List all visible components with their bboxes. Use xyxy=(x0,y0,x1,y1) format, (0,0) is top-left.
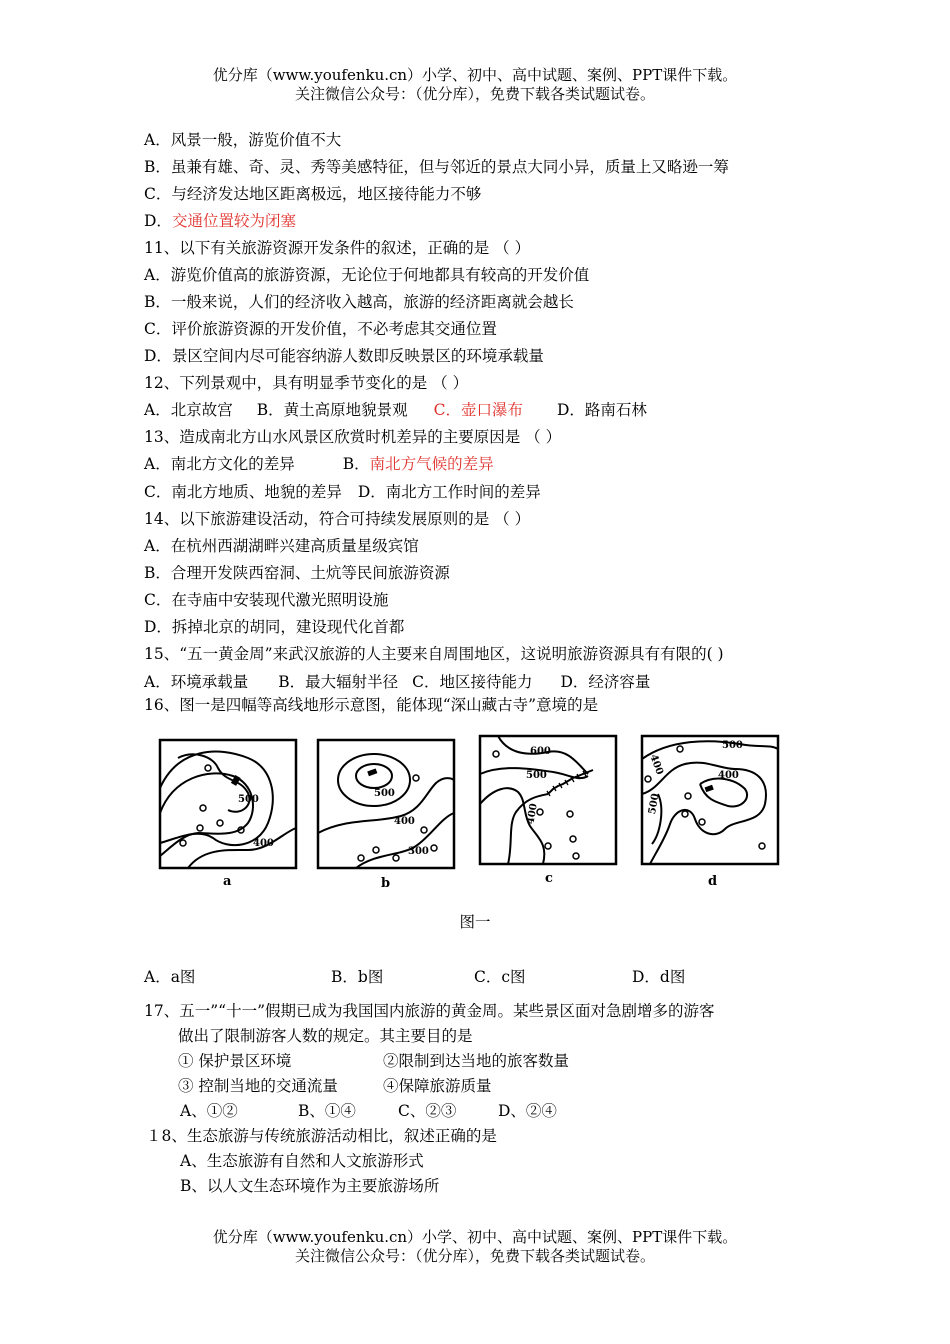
q10-answer-highlight: 交通位置较为闭塞 xyxy=(171,212,296,230)
q14-option-a: A．在杭州西湖湖畔兴建高质量星级宾馆 xyxy=(144,537,419,555)
q10-option-c: C．与经济发达地区距离极远，地区接待能力不够 xyxy=(144,185,482,203)
header-line-1: 优分库（www.youfenku.cn）小学、初中、高中试题、案例、PPT课件下载。 xyxy=(212,66,738,84)
q10-option-a: A．风景一般，游览价值不大 xyxy=(144,131,342,149)
q14-option-b: B．合理开发陕西窑洞、土炕等民间旅游资源 xyxy=(144,564,450,582)
q16-option-c: C．c图 xyxy=(474,968,526,986)
contour-label: 500 xyxy=(526,770,547,781)
contour-label: 400 xyxy=(525,802,540,826)
q12-option-b: B．黄土高原地貌景观 xyxy=(256,401,408,419)
figure-label-a: a xyxy=(223,874,232,889)
q13-option-d: D．南北方工作时间的差异 xyxy=(357,483,541,501)
q17-option-c: C、②③ xyxy=(398,1102,457,1120)
q15-option-d: D．经济容量 xyxy=(560,673,651,691)
q14-option-c: C．在寺庙中安装现代激光照明设施 xyxy=(144,591,389,609)
contour-label: 400 xyxy=(718,770,739,781)
q12-options xyxy=(144,399,647,421)
q16-option-d: D．d图 xyxy=(632,968,686,986)
contour-label: 600 xyxy=(530,746,551,757)
contour-map-a xyxy=(158,738,300,874)
q14-stem: 14、以下旅游建设活动，符合可持续发展原则的是 （ ） xyxy=(144,510,531,528)
q15-option-b: B．最大辐射半径 xyxy=(278,673,399,691)
footer-line-1: 优分库（www.youfenku.cn）小学、初中、高中试题、案例、PPT课件下载。 xyxy=(212,1228,738,1246)
q12-option-c: C．壶口瀑布 xyxy=(433,401,523,419)
q10-option-d-prefix: D． xyxy=(144,212,172,230)
figure-label-b: b xyxy=(381,876,391,891)
q13-option-b-prefix: B． xyxy=(342,455,370,473)
header-line-2: 关注微信公众号：（优分库），免费下载各类试题试卷。 xyxy=(294,85,655,103)
figure-label-c: c xyxy=(545,871,553,886)
figure-caption: 图一 xyxy=(459,913,491,931)
q18-option-a: A、生态旅游有自然和人文旅游形式 xyxy=(180,1152,424,1170)
q10-option-b: B．虽兼有雄、奇、灵、秀等美感特征，但与邻近的景点大同小异，质量上又略逊一筹 xyxy=(144,158,729,176)
contour-label: 500 xyxy=(374,788,395,799)
q17-option-d: D、②④ xyxy=(498,1102,557,1120)
footer-line-2: 关注微信公众号：（优分库），免费下载各类试题试卷。 xyxy=(294,1247,655,1265)
q17-stem-2: 做出了限制游客人数的规定。其主要目的是 xyxy=(178,1027,473,1045)
q11-option-a: A．游览价值高的旅游资源，无论位于何地都具有较高的开发价值 xyxy=(144,266,590,284)
q13-option-c: C．南北方地质、地貌的差异 xyxy=(144,483,342,501)
q17-choice-1: ① 保护景区环境 xyxy=(178,1052,292,1070)
q18-stem: １8、生态旅游与传统旅游活动相比，叙述正确的是 xyxy=(146,1127,497,1145)
q13-options-row-2 xyxy=(144,481,541,503)
contour-map-b xyxy=(316,738,458,874)
q11-option-b: B．一般来说，人们的经济收入越高，旅游的经济距离就会越长 xyxy=(144,293,574,311)
q14-option-d: D．拆掉北京的胡同，建设现代化首都 xyxy=(144,618,405,636)
q11-option-c: C．评价旅游资源的开发价值，不必考虑其交通位置 xyxy=(144,320,497,338)
q11-option-d: D．景区空间内尽可能容纳游人数即反映景区的环境承载量 xyxy=(144,347,544,365)
q17-option-a: A、①② xyxy=(180,1102,238,1120)
contour-label: 400 xyxy=(394,816,415,827)
q11-stem: 11、以下有关旅游资源开发条件的叙述，正确的是 （ ） xyxy=(144,239,531,257)
q15-option-c: C．地区接待能力 xyxy=(412,673,533,691)
contour-label: 500 xyxy=(647,792,662,816)
q17-choice-4: ④保障旅游质量 xyxy=(383,1077,492,1095)
q17-option-b: B、①④ xyxy=(298,1102,356,1120)
q13-option-b: 南北方气候的差异 xyxy=(369,455,494,473)
q15-options xyxy=(144,671,650,693)
q15-stem: 15、“五一黄金周”来武汉旅游的人主要来自周围地区，这说明旅游资源具有有限的( ) xyxy=(144,645,724,663)
q16-option-b: B．b图 xyxy=(331,968,384,986)
contour-map-d xyxy=(640,734,782,870)
q17-stem-1: 17、五一”“十一”假期已成为我国国内旅游的黄金周。某些景区面对急剧增多的游客 xyxy=(144,1002,715,1020)
contour-label: 500 xyxy=(238,794,259,805)
q15-option-a: A．环境承载量 xyxy=(144,673,249,691)
q12-option-d: D．路南石林 xyxy=(556,401,647,419)
q13-options-row-1 xyxy=(144,453,494,475)
q12-option-a: A．北京故宫 xyxy=(144,401,233,419)
q17-choice-2: ②限制到达当地的旅客数量 xyxy=(383,1052,570,1070)
q13-stem: 13、造成南北方山水风景区欣赏时机差异的主要原因是 （ ） xyxy=(144,428,562,446)
contour-label: 400 xyxy=(647,752,665,777)
contour-map-c xyxy=(478,734,620,870)
q13-option-a: A．南北方文化的差异 xyxy=(144,455,295,473)
q18-option-b: B、以人文生态环境作为主要旅游场所 xyxy=(180,1177,440,1195)
q10-option-d xyxy=(144,210,296,232)
q16-option-a: A．a图 xyxy=(144,968,196,986)
contour-label: 400 xyxy=(253,838,274,849)
contour-label: 300 xyxy=(408,846,429,857)
q16-stem: 16、图一是四幅等高线地形示意图，能体现“深山藏古寺”意境的是 xyxy=(144,696,599,714)
figure-label-d: d xyxy=(708,874,718,889)
contour-label: 500 xyxy=(722,740,743,751)
q12-stem: 12、下列景观中，具有明显季节变化的是 （ ） xyxy=(144,374,469,392)
q17-choice-3: ③ 控制当地的交通流量 xyxy=(178,1077,338,1095)
